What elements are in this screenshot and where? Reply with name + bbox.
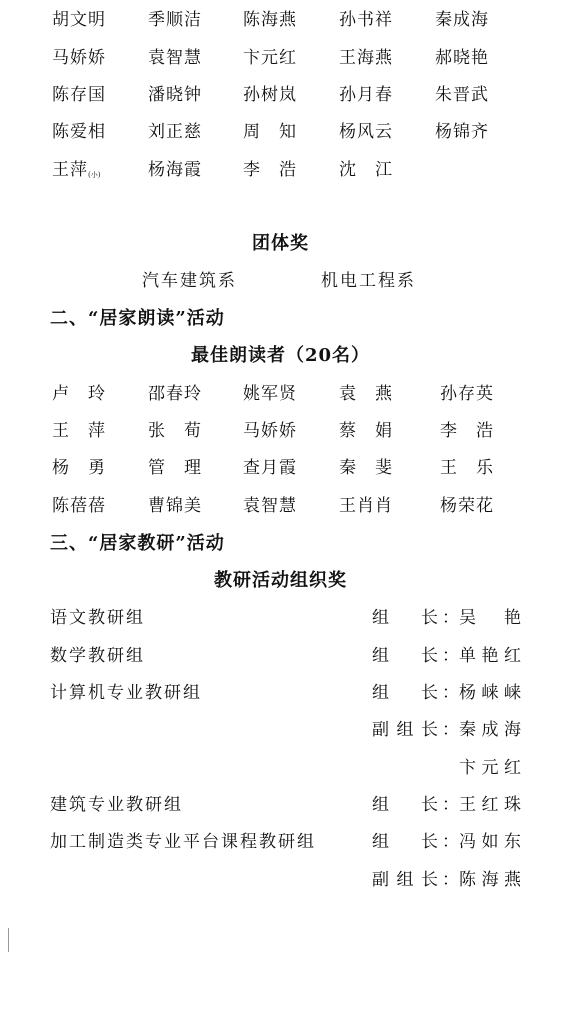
- colon: ：: [442, 720, 459, 740]
- group-leader: 吴艳: [459, 608, 521, 628]
- person-name: 季顺洁: [148, 10, 202, 30]
- group-row: [0, 862, 561, 898]
- name-row: [0, 376, 561, 412]
- person-name: 卞元红: [243, 48, 297, 68]
- person-name: 姚军贤: [243, 384, 297, 404]
- person-name: 陈蓓蓓: [52, 496, 106, 516]
- person-name: 王海燕: [339, 48, 393, 68]
- colon: ：: [442, 795, 459, 815]
- person-name: 孙书祥: [339, 10, 393, 30]
- colon: ：: [442, 832, 459, 852]
- group-role: 副组长: [372, 720, 438, 740]
- person-name: 查月霞: [243, 458, 297, 478]
- person-name: 潘晓钟: [148, 85, 202, 105]
- group-name: 建筑专业教研组: [50, 795, 183, 815]
- person-name: 朱晋武: [435, 85, 489, 105]
- award-title: 教研活动组织奖: [214, 570, 347, 591]
- name-row: [0, 40, 561, 76]
- group-role: 组长: [372, 832, 438, 852]
- section-heading: 三、“居家教研”活动: [50, 533, 225, 554]
- name-row: [0, 413, 561, 449]
- person-name: 王 萍: [52, 421, 106, 441]
- person-name: 李 浩: [440, 421, 494, 441]
- group-role: 组长: [372, 608, 438, 628]
- section-heading: 二、“居家朗读”活动: [50, 308, 225, 329]
- person-name: 王萍(小): [52, 160, 101, 180]
- group-role: 组长: [372, 683, 438, 703]
- person-name: 孙树岚: [243, 85, 297, 105]
- group-leader: 杨崃崃: [459, 683, 521, 703]
- person-name: 邵春玲: [148, 384, 202, 404]
- group-leader: 秦成海: [459, 720, 521, 740]
- group-row: [0, 712, 561, 748]
- person-name: 周 知: [243, 122, 297, 142]
- group-row: [0, 638, 561, 674]
- person-name: 李 浩: [243, 160, 297, 180]
- name-row: [0, 450, 561, 486]
- name-row: [0, 114, 561, 150]
- team-award-item: 汽车建筑系: [142, 271, 237, 291]
- person-name: 杨风云: [339, 122, 393, 142]
- name-row: [0, 77, 561, 113]
- group-row: [0, 600, 561, 636]
- person-name: 杨荣花: [440, 496, 494, 516]
- person-name: 马娇娇: [52, 48, 106, 68]
- group-row: [0, 787, 561, 823]
- group-role: 副组长: [372, 870, 438, 890]
- person-name: 袁智慧: [243, 496, 297, 516]
- group-leader: 陈海燕: [459, 870, 521, 890]
- group-leader: 单艳红: [459, 646, 521, 666]
- group-leader: 王红珠: [459, 795, 521, 815]
- group-name: 数学教研组: [50, 646, 145, 666]
- team-award-title: 团体奖: [252, 233, 309, 254]
- person-name: 曹锦美: [148, 496, 202, 516]
- group-role: 组长: [372, 646, 438, 666]
- person-name: 张 荀: [148, 421, 202, 441]
- person-name: 杨海霞: [148, 160, 202, 180]
- colon: ：: [442, 646, 459, 666]
- person-name: 王肖肖: [339, 496, 393, 516]
- person-name: 卢 玲: [52, 384, 106, 404]
- group-name: 语文教研组: [50, 608, 145, 628]
- person-name: 沈 江: [339, 160, 393, 180]
- person-name: 杨 勇: [52, 458, 106, 478]
- person-name: 王 乐: [440, 458, 494, 478]
- colon: ：: [442, 608, 459, 628]
- person-name: 蔡 娟: [339, 421, 393, 441]
- person-name: 陈爱相: [52, 122, 106, 142]
- person-name: 孙存英: [440, 384, 494, 404]
- team-award-item: 机电工程系: [321, 271, 416, 291]
- person-name: 管 理: [148, 458, 202, 478]
- person-name: 秦成海: [435, 10, 489, 30]
- group-name: 加工制造类专业平台课程教研组: [50, 832, 316, 852]
- person-name: 刘正慈: [148, 122, 202, 142]
- colon: ：: [442, 683, 459, 703]
- person-name: 孙月春: [339, 85, 393, 105]
- group-row: [0, 824, 561, 860]
- person-name: 袁 燕: [339, 384, 393, 404]
- award-title: 最佳朗读者（20名）: [190, 345, 371, 366]
- colon: ：: [442, 870, 459, 890]
- group-row: [0, 750, 561, 786]
- person-name: 陈存国: [52, 85, 106, 105]
- group-leader: 卞元红: [459, 758, 521, 778]
- name-row: [0, 2, 561, 38]
- group-role: 组长: [372, 795, 438, 815]
- person-name: 胡文明: [52, 10, 106, 30]
- person-name: 杨锦齐: [435, 122, 489, 142]
- person-name: 秦 斐: [339, 458, 393, 478]
- person-name: 马娇娇: [243, 421, 297, 441]
- group-name: 计算机专业教研组: [50, 683, 202, 703]
- person-name: 袁智慧: [148, 48, 202, 68]
- page-corner-mark: [0, 928, 9, 952]
- group-leader: 冯如东: [459, 832, 521, 852]
- person-name: 郝晓艳: [435, 48, 489, 68]
- group-row: [0, 675, 561, 711]
- name-row: [0, 488, 561, 524]
- person-name: 陈海燕: [243, 10, 297, 30]
- name-row: [0, 152, 561, 188]
